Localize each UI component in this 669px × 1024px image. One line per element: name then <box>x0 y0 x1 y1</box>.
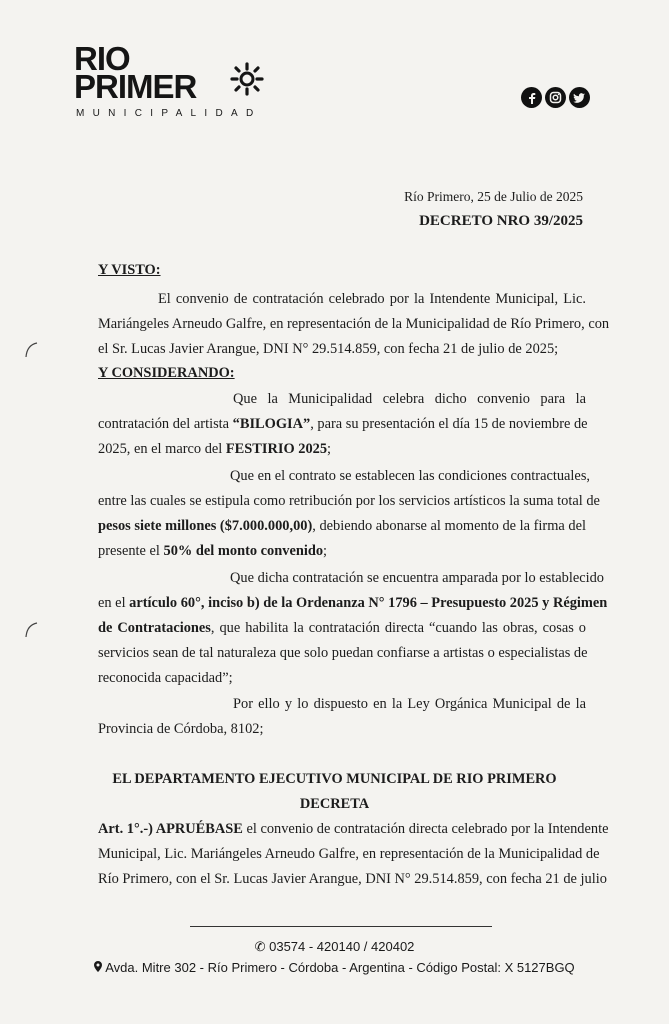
p2-line-4: presente el 50% del monto convenido; <box>98 543 328 559</box>
considerando-heading: Y CONSIDERANDO: <box>98 365 235 381</box>
article-1-line-3: Río Primero, con el Sr. Lucas Javier Arangue, DNI N° 29.514.859, con fecha 21 de julio <box>98 871 607 887</box>
facebook-icon <box>521 87 542 108</box>
p1-line-1: Que la Municipalidad celebra dicho convenio para la <box>233 391 586 407</box>
p3-line-5: reconocida capacidad”; <box>98 670 233 686</box>
logo-line-rio: RIO <box>74 40 130 77</box>
p3-line-1: Que dicha contratación se encuentra amparada por lo establecido <box>230 570 604 586</box>
p4-line-2: Provincia de Córdoba, 8102; <box>98 721 264 737</box>
p3-line-4: servicios sean de tal naturaleza que solo puedan confiarse a artistas o especialistas de <box>98 645 588 661</box>
department-heading: EL DEPARTAMENTO EJECUTIVO MUNICIPAL DE RIO PRIMERO <box>112 771 557 787</box>
decreta-heading: DECRETA <box>299 796 370 812</box>
phone-text: 03574 - 420140 / 420402 <box>269 939 415 954</box>
location-pin-icon <box>94 960 105 975</box>
logo-line-primer: PRIMER <box>74 68 197 105</box>
footer-phone <box>0 939 669 955</box>
p2-line-3: pesos siete millones ($7.000.000,00), debiendo abonarse al momento de la firma del <box>98 518 586 534</box>
p2-line-2: entre las cuales se estipula como retribución por los servicios artísticos la suma total de <box>98 493 600 509</box>
article-1-line-1: Art. 1°.-) APRUÉBASE el convenio de contratación directa celebrado por la Intendente <box>98 821 609 837</box>
instagram-icon <box>545 87 566 108</box>
municipality-logo <box>74 42 274 126</box>
p2-line-1: Que en el contrato se establecen las condiciones contractuales, <box>230 468 591 484</box>
decree-title: DECRETO NRO 39/2025 <box>419 213 583 229</box>
address-text: Avda. Mitre 302 - Río Primero - Córdoba - Argentina - Código Postal: X 5127BGQ <box>105 960 575 975</box>
visto-line-2: Mariángeles Arneudo Galfre, en representación de la Municipalidad de Río Primero, con <box>98 316 610 332</box>
logo-subtitle: MUNICIPALIDAD <box>76 108 262 119</box>
social-icons <box>521 87 590 108</box>
p4-line-1: Por ello y lo dispuesto en la Ley Orgánica Municipal de la <box>233 696 586 712</box>
visto-heading: Y VISTO: <box>98 262 161 278</box>
margin-hole-mark <box>24 341 38 359</box>
sun-icon <box>230 62 264 96</box>
phone-icon: ✆ <box>254 939 266 954</box>
p3-line-2: en el artículo 60°, inciso b) de la Ordenanza N° 1796 – Presupuesto 2025 y Régimen <box>98 595 608 611</box>
footer-address <box>0 960 669 975</box>
place-date: Río Primero, 25 de Julio de 2025 <box>404 189 583 204</box>
visto-line-3: el Sr. Lucas Javier Arangue, DNI N° 29.514.859, con fecha 21 de julio de 2025; <box>98 341 559 357</box>
article-1-line-2: Municipal, Lic. Mariángeles Arneudo Galfre, en representación de la Municipalidad de <box>98 846 600 862</box>
margin-hole-mark <box>24 621 38 639</box>
visto-line-1: El convenio de contratación celebrado por la Intendente Municipal, Lic. <box>158 291 586 307</box>
p1-line-2: contratación del artista “BILOGIA”, para su presentación el día 15 de noviembre de <box>98 416 588 432</box>
p3-line-3: de Contrataciones, que habilita la contratación directa “cuando las obras, cosas o <box>98 620 586 636</box>
p1-line-3: 2025, en el marco del FESTIRIO 2025; <box>98 441 332 457</box>
footer-divider <box>190 926 492 927</box>
twitter-icon <box>569 87 590 108</box>
